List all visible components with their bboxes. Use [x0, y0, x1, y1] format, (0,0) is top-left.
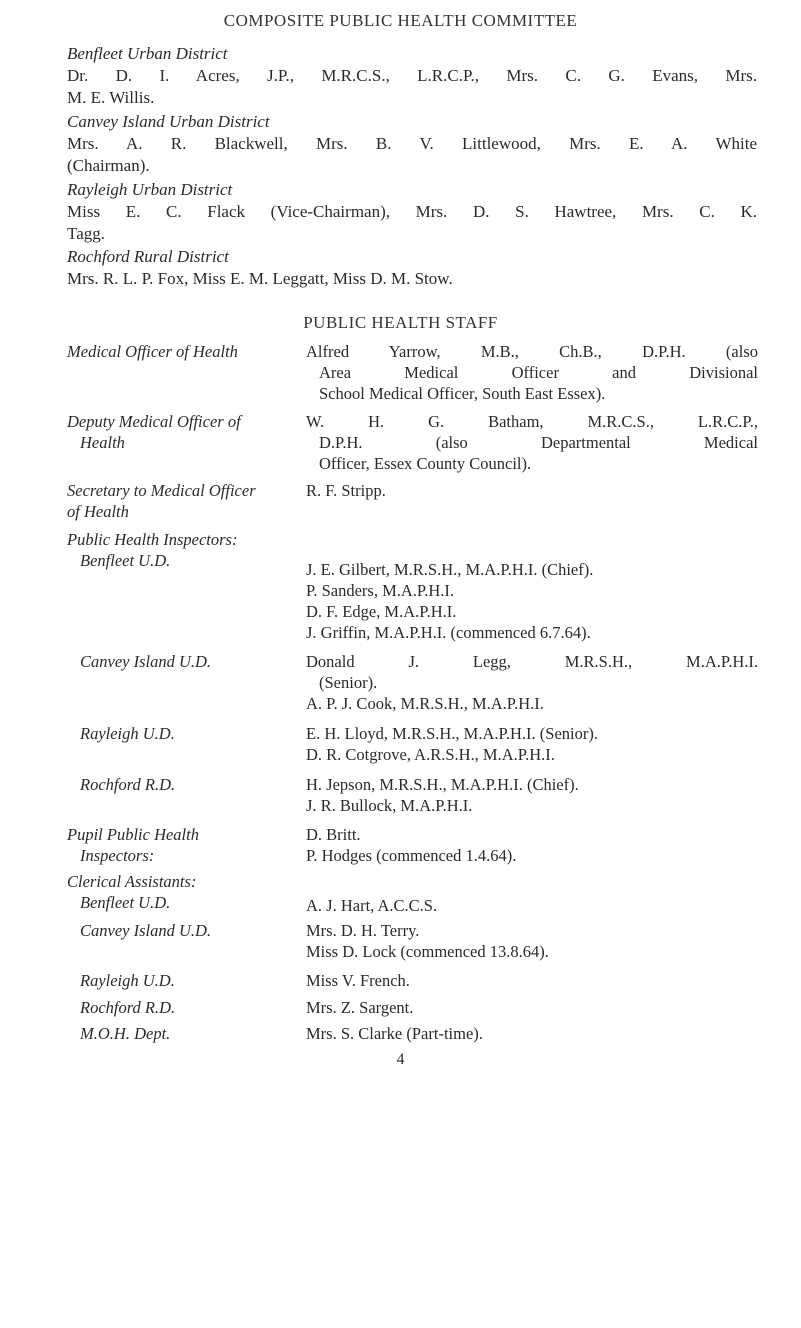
- district-name: Canvey Island Urban District: [67, 112, 270, 131]
- entry-phi-rayleigh: [306, 723, 758, 765]
- label-phi-benfleet: [80, 550, 315, 571]
- label-clerical-heading: [67, 871, 302, 892]
- entry-cl-canvey: [306, 920, 758, 962]
- label-secretary: [67, 480, 302, 522]
- committee-canvey: [67, 111, 757, 177]
- entry-dmoh: [306, 411, 758, 474]
- entry-line: H. Jepson, M.R.S.H., M.A.P.H.I. (Chief).: [306, 775, 579, 794]
- label-line: Inspectors:: [80, 846, 155, 865]
- district-name: Benfleet Urban District: [67, 44, 228, 63]
- committee-benfleet: [67, 43, 757, 109]
- member-line: Tagg.: [67, 224, 105, 243]
- entry-cl-benfleet: [306, 895, 758, 916]
- label-line: Benfleet U.D.: [80, 551, 171, 570]
- label-line: Canvey Island U.D.: [80, 921, 212, 940]
- label-line: Rayleigh U.D.: [80, 724, 175, 743]
- entry-secretary: [306, 480, 758, 501]
- entry-line: R. F. Stripp.: [306, 481, 386, 500]
- label-line: Clerical Assistants:: [67, 872, 197, 891]
- entry-line: Officer, Essex County Council).: [319, 454, 532, 473]
- district-name: Rochford Rural District: [67, 247, 229, 266]
- label-line: Benfleet U.D.: [80, 893, 171, 912]
- entry-line: D.P.H. (also Departmental Medical: [319, 433, 758, 452]
- member-line: Mrs. A. R. Blackwell, Mrs. B. V. Littlewood, Mrs. E. A. White: [67, 134, 757, 153]
- entry-line: D. R. Cotgrove, A.R.S.H., M.A.P.H.I.: [306, 745, 555, 764]
- page-title: COMPOSITE PUBLIC HEALTH COMMITTEE: [223, 11, 578, 30]
- entry-pupil: [306, 824, 758, 866]
- label-line: Rochford R.D.: [80, 775, 176, 794]
- committee-rayleigh: [67, 179, 757, 245]
- label-phi-canvey: [80, 651, 315, 672]
- entry-line: P. Hodges (commenced 1.4.64).: [306, 846, 517, 865]
- label-line: Rayleigh U.D.: [80, 971, 175, 990]
- label-line: Canvey Island U.D.: [80, 652, 212, 671]
- label-line: Deputy Medical Officer of: [67, 412, 241, 431]
- entry-line: Alfred Yarrow, M.B., Ch.B., D.P.H. (also: [306, 342, 758, 361]
- label-cl-canvey: [80, 920, 315, 941]
- label-line: Secretary to Medical Officer: [67, 481, 256, 500]
- entry-line: J. Griffin, M.A.P.H.I. (commenced 6.7.64).: [306, 623, 591, 642]
- member-line: Miss E. C. Flack (Vice-Chairman), Mrs. D. S. Hawtree, Mrs. C. K.: [67, 202, 757, 221]
- entry-line: A. P. J. Cook, M.R.S.H., M.A.P.H.I.: [306, 694, 544, 713]
- entry-line: P. Sanders, M.A.P.H.I.: [306, 581, 455, 600]
- label-line: Rochford R.D.: [80, 998, 176, 1017]
- staff-heading: PUBLIC HEALTH STAFF: [303, 313, 498, 332]
- page-number: 4: [396, 1051, 405, 1068]
- label-phi-rochford: [80, 774, 315, 795]
- entry-line: A. J. Hart, A.C.C.S.: [306, 896, 438, 915]
- label-cl-moh: [80, 1023, 315, 1044]
- entry-line: Mrs. D. H. Terry.: [306, 921, 420, 940]
- member-line: (Chairman).: [67, 156, 150, 175]
- member-line: M. E. Willis.: [67, 88, 155, 107]
- entry-phi-rochford: [306, 774, 758, 816]
- committee-rochford: [67, 246, 757, 290]
- label-line: Health: [80, 433, 125, 452]
- entry-cl-moh: [306, 1023, 758, 1044]
- entry-line: D. F. Edge, M.A.P.H.I.: [306, 602, 457, 621]
- label-line: Pupil Public Health: [67, 825, 199, 844]
- entry-line: Miss V. French.: [306, 971, 410, 990]
- label-line: of Health: [67, 502, 129, 521]
- entry-line: Area Medical Officer and Divisional: [319, 363, 758, 382]
- label-cl-rayleigh: [80, 970, 315, 991]
- label-cl-rochford: [80, 997, 315, 1018]
- entry-cl-rochford: [306, 997, 758, 1018]
- entry-line: Mrs. Z. Sargent.: [306, 998, 414, 1017]
- entry-line: E. H. Lloyd, M.R.S.H., M.A.P.H.I. (Senior).: [306, 724, 598, 743]
- label-moh: [67, 341, 302, 362]
- entry-line: W. H. G. Batham, M.R.C.S., L.R.C.P.,: [306, 412, 758, 431]
- label-line: M.O.H. Dept.: [80, 1024, 171, 1043]
- member-line: Dr. D. I. Acres, J.P., M.R.C.S., L.R.C.P., Mrs. C. G. Evans, Mrs.: [67, 66, 757, 85]
- entry-line: (Senior).: [319, 673, 378, 692]
- label-cl-benfleet: [80, 892, 315, 913]
- entry-phi-canvey: [306, 651, 758, 714]
- label-dmoh: [67, 411, 302, 453]
- member-line: Mrs. R. L. P. Fox, Miss E. M. Leggatt, Miss D. M. Stow.: [67, 269, 453, 288]
- entry-line: Mrs. S. Clarke (Part-time).: [306, 1024, 483, 1043]
- label-line: Medical Officer of Health: [67, 342, 238, 361]
- label-pupil: [67, 824, 302, 866]
- entry-line: J. R. Bullock, M.A.P.H.I.: [306, 796, 473, 815]
- entry-cl-rayleigh: [306, 970, 758, 991]
- entry-phi-benfleet: [306, 559, 758, 643]
- label-phi-heading: [67, 529, 302, 550]
- label-phi-rayleigh: [80, 723, 315, 744]
- entry-line: Donald J. Legg, M.R.S.H., M.A.P.H.I.: [306, 652, 758, 671]
- entry-line: School Medical Officer, South East Essex).: [319, 384, 606, 403]
- entry-line: J. E. Gilbert, M.R.S.H., M.A.P.H.I. (Chief).: [306, 560, 594, 579]
- entry-moh: [306, 341, 758, 404]
- label-line: Public Health Inspectors:: [67, 530, 238, 549]
- district-name: Rayleigh Urban District: [67, 180, 233, 199]
- entry-line: D. Britt.: [306, 825, 361, 844]
- entry-line: Miss D. Lock (commenced 13.8.64).: [306, 942, 549, 961]
